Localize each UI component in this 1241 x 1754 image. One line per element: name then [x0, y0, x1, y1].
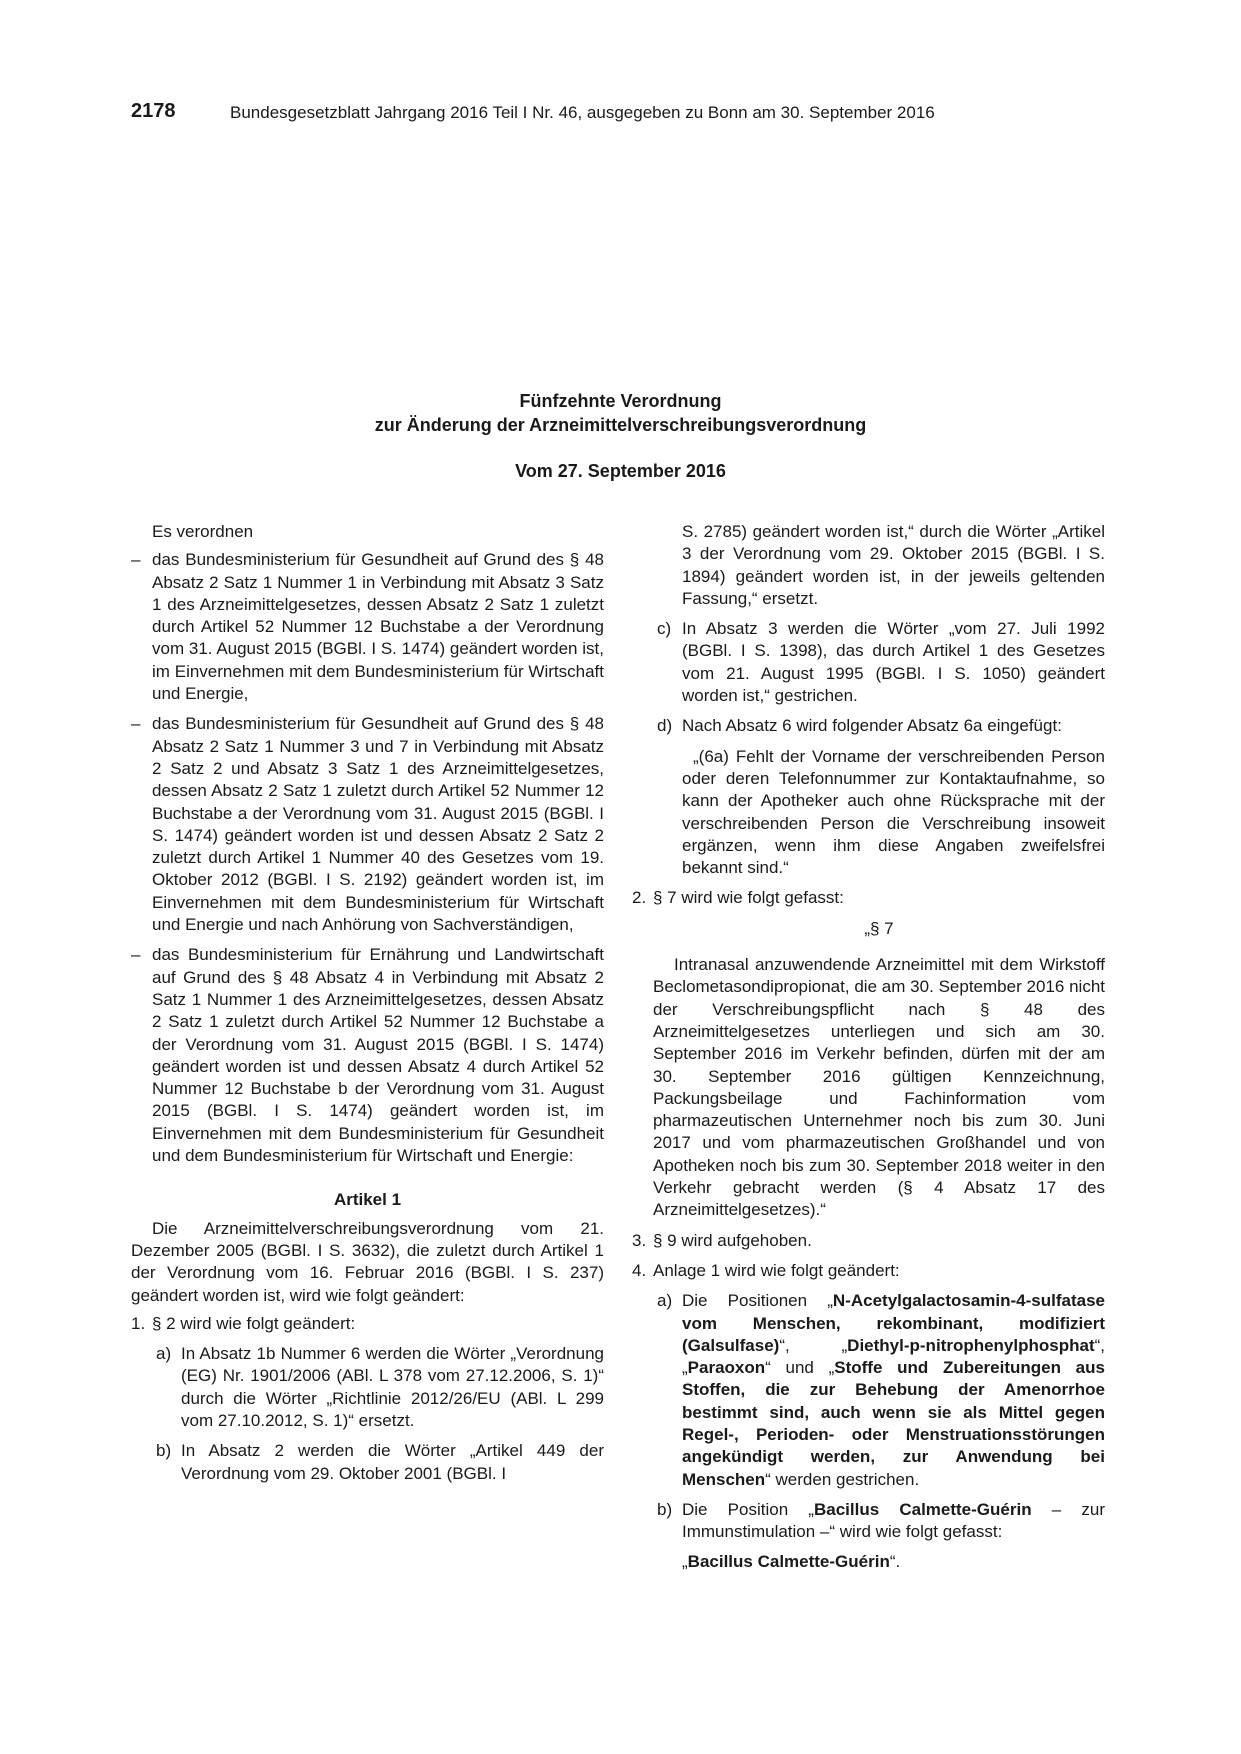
authority-item: [131, 549, 604, 705]
sub-item-text: [682, 1499, 1105, 1544]
page-header: [131, 100, 1110, 130]
sub-item-4a: [657, 1290, 1105, 1491]
replacement-text: [632, 1551, 1105, 1573]
sub-item-text: In Absatz 1b Nummer 6 werden die Wörter „Verordnung (EG) Nr. 1901/2006 (ABl. L 378 vom 27.12.2006, S. 1)“ durch die Wörter „Richtlinie 2012/26/EU (ABl. L 299 vom 27.10.2012, S. 1)“ ersetzt.: [181, 1344, 604, 1430]
dash-marker: –: [131, 945, 141, 965]
item-text: § 9 wird aufgehoben.: [653, 1230, 812, 1250]
sub-item-text: Nach Absatz 6 wird folgender Absatz 6a eingefügt:: [682, 716, 1062, 736]
bold-term: Bacillus Calmette-Guérin: [687, 1552, 890, 1572]
authority-item: [131, 713, 604, 936]
intro-text: Es verordnen: [152, 522, 254, 541]
text-run: Die Positionen „: [682, 1291, 833, 1311]
bold-term: Stoffe und Zubereitungen aus Stoffen, die zur Behebung der Amenorrhoe bestimmt sind, auch wenn sie als Mittel gegen Regel-, Perioden- oder Menstruationsstörungen angekündigt werden, zur Anwendung bei Menschen: [682, 1358, 1105, 1489]
bold-term: Paraoxon: [687, 1358, 766, 1378]
item-marker: 3.: [632, 1230, 647, 1250]
authority-text: das Bundesministerium für Gesundheit auf Grund des § 48 Absatz 2 Satz 1 Nummer 3 und 7 in Verbindung mit Absatz 2 Satz 2 und Absatz 3 Satz 1 des Arzneimittelgesetzes, dessen Absatz 2 Satz 1 zuletzt durch Artikel 52 Nummer 12 Buchstabe a der Verordnung vom 31. August 2015 (BGBl. I S. 1474) geändert worden ist und dessen Absatz 2 Satz 2 zuletzt durch Artikel 1 Nummer 40 des Gesetzes vom 19. Oktober 2012 (BGBl. I S. 2192) geändert worden ist, im Einvernehmen mit dem Bundesministerium für Wirtschaft und Energie und nach Anhörung von Sachverständigen,: [152, 714, 604, 935]
title-block: [131, 389, 1110, 483]
sub-item-4b: [657, 1499, 1105, 1544]
section-7-heading: „§ 7: [864, 918, 894, 938]
document-title-line-2: zur Änderung der Arzneimittelverschreibungsverordnung: [374, 415, 867, 435]
sub-item-marker: d): [657, 716, 673, 736]
text-run: “ werden gestrichen.: [765, 1469, 920, 1489]
item-marker: 1.: [131, 1313, 146, 1333]
numbered-item-2: [632, 887, 1105, 909]
sub-item-b: [156, 1440, 604, 1485]
text-run: “ und „: [765, 1358, 835, 1378]
left-column: [131, 521, 604, 1493]
text-run: – zur Immunstimulation –“ wird wie folgt gefasst:: [682, 1499, 1105, 1542]
numbered-item-3: [632, 1230, 1105, 1252]
authority-text: das Bundesministerium für Ernährung und Landwirtschaft auf Grund des § 48 Absatz 4 in Verbindung mit Absatz 2 Satz 1 Nummer 1 des Arzneimittelgesetzes, dessen Absatz 2 Satz 1 zuletzt durch Artikel 52 Nummer 12 Buchstabe a der Verordnung vom 31. August 2015 (BGBl. I S. 1474) geändert worden ist und dessen Absatz 4 durch Artikel 52 Nummer 12 Buchstabe b der Verordnung vom 31. August 2015 (BGBl. I S. 1474) geändert worden ist, im Einvernehmen mit dem Bundesministerium für Gesundheit und dem Bundesministerium für Wirtschaft und Energie:: [152, 945, 604, 1166]
quote-text: „(6a) Fehlt der Vorname der verschreibenden Person oder deren Telefonnummer zur Kontaktaufnahme, so kann der Apotheker auch ohne Rücksprache mit der verschreibenden Person die Verschreibung insoweit ergänzen, wenn ihm diese Angaben zweifelsfrei bekannt sind.“: [682, 746, 1105, 878]
text-run: “, „: [682, 1335, 1105, 1378]
sub-item-marker: a): [657, 1291, 673, 1311]
item-text: Anlage 1 wird wie folgt geändert:: [653, 1260, 900, 1280]
numbered-item-1: [131, 1313, 604, 1335]
bold-term: N-Acetylgalactosamin-4-sulfatase vom Menschen, rekombinant, modifiziert (Galsulfase): [682, 1291, 1105, 1355]
numbered-item-4: [632, 1260, 1105, 1282]
document-date: Vom 27. September 2016: [515, 461, 726, 481]
item-text: § 2 wird wie folgt geändert:: [152, 1313, 356, 1333]
quote-paragraph-6a: [632, 746, 1105, 880]
sub-item-a: [156, 1343, 604, 1432]
running-header: Bundesgesetzblatt Jahrgang 2016 Teil I Nr. 46, ausgegeben zu Bonn am 30. September 2016: [230, 103, 935, 122]
sub-item-c: [657, 618, 1105, 707]
text-run: Die Position „: [682, 1499, 814, 1519]
authority-text: das Bundesministerium für Gesundheit auf Grund des § 48 Absatz 2 Satz 1 Nummer 1 in Verbindung mit Absatz 3 Satz 1 des Arzneimittelgesetzes, dessen Absatz 2 Satz 1 zuletzt durch Artikel 52 Nummer 12 Buchstabe a der Verordnung vom 31. August 2015 (BGBl. I S. 1474) geändert worden ist, im Einvernehmen mit dem Bundesministerium für Wirtschaft und Energie,: [152, 550, 604, 704]
page-number: 2178: [131, 100, 176, 122]
sub-item-marker: b): [657, 1499, 673, 1519]
item-marker: 2.: [632, 888, 647, 908]
article-heading: Artikel 1: [333, 1190, 402, 1210]
item-marker: 4.: [632, 1260, 647, 1280]
sub-item-marker: b): [156, 1441, 172, 1461]
authority-item: [131, 944, 604, 1167]
sub-item-marker: c): [657, 619, 672, 639]
sub-item-text: In Absatz 2 werden die Wörter „Artikel 449 der Verordnung vom 29. Oktober 2001 (BGBl. I: [181, 1441, 604, 1483]
bold-term: Bacillus Calmette-Guérin: [813, 1499, 1032, 1519]
document-title-line-1: Fünfzehnte Verordnung: [519, 391, 722, 411]
text-run: „: [682, 1552, 688, 1572]
sub-item-marker: a): [156, 1344, 172, 1364]
dash-marker: –: [131, 714, 141, 734]
sub-item-text: [682, 1290, 1105, 1491]
text-run: “, „: [779, 1335, 848, 1355]
sub-item-text: In Absatz 3 werden die Wörter „vom 27. Juli 1992 (BGBl. I S. 1398), das durch Artikel 1 des Gesetzes vom 21. August 1995 (BGBl. I S. 1050) geändert worden ist,“ gestrichen.: [682, 619, 1105, 706]
article-intro: Die Arzneimittelverschreibungsverordnung vom 21. Dezember 2005 (BGBl. I S. 3632), die zuletzt durch Artikel 1 der Verordnung vom 16. Februar 2016 (BGBl. I S. 237) geändert worden ist, wird wie folgt geändert:: [131, 1218, 604, 1305]
right-column: [632, 521, 1105, 1574]
sub-item-b-continued: S. 2785) geändert worden ist,“ durch die Wörter „Artikel 3 der Verordnung vom 29. Oktober 2015 (BGBl. I S. 1894) geändert worden ist, in der jeweils geltenden Fassung,“ ersetzt.: [682, 522, 1105, 608]
text-run: “.: [889, 1552, 901, 1572]
sub-item-d: [657, 715, 1105, 737]
section-7-text: Intranasal anzuwendende Arzneimittel mit dem Wirkstoff Beclometasondipropionat, die am 30. September 2016 nicht der Verschreibungspflicht nach § 48 des Arzneimittelgesetzes unterliegen und sich am 30. September 2016 im Verkehr befinden, dürfen mit der am 30. September 2016 gültigen Kennzeichnung, Packungsbeilage und Fachinformation vom pharmazeutischen Unternehmer noch bis zum 30. Juni 2017 und vom pharmazeutischen Großhandel und von Apotheken noch bis zum 30. September 2018 weiter in den Verkehr gebracht werden (§ 4 Absatz 17 des Arzneimittelgesetzes).“: [653, 955, 1105, 1220]
item-text: § 7 wird wie folgt gefasst:: [653, 888, 844, 908]
dash-marker: –: [131, 550, 141, 570]
bold-term: Diethyl-p-nitrophenylphosphat: [847, 1335, 1095, 1355]
